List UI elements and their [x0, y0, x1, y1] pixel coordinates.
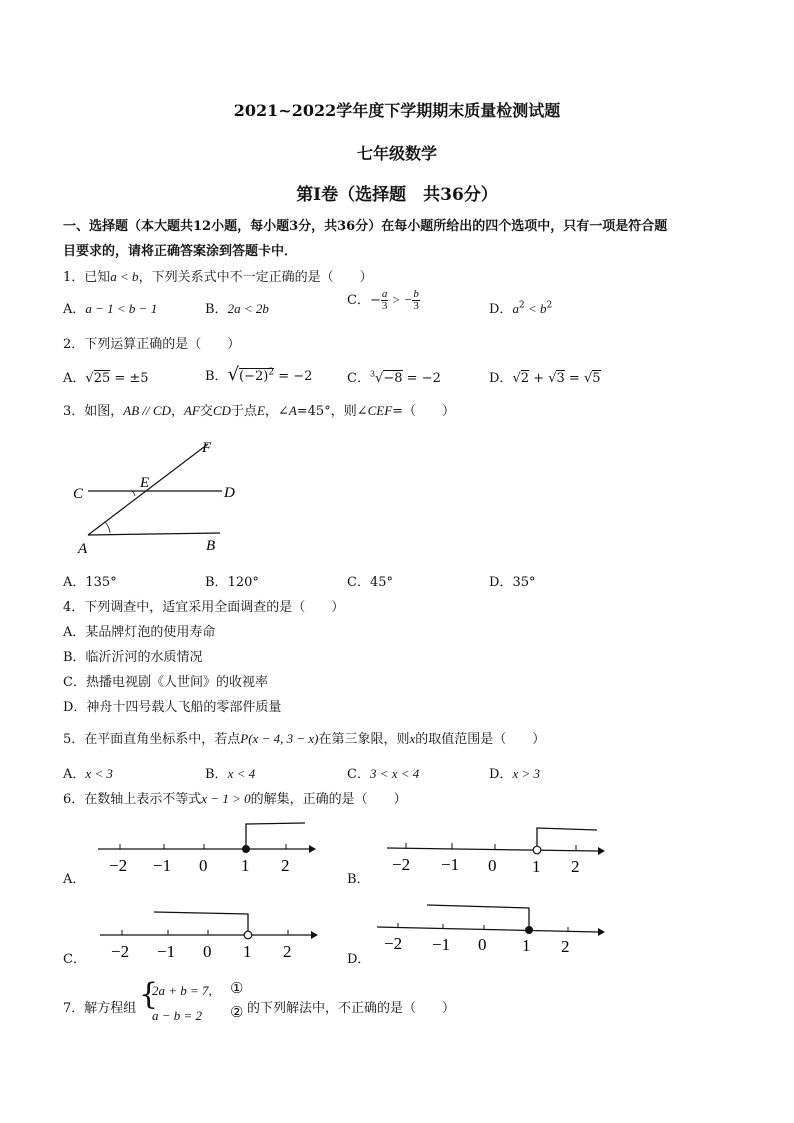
result: = ±5: [110, 371, 149, 386]
radicand: 2: [520, 371, 530, 386]
angle-a-arc: [105, 522, 110, 533]
sqrt-sign: √: [85, 371, 94, 386]
option-label: B．: [205, 369, 228, 384]
q7-equation-1: 2a + b = 7,: [152, 983, 212, 998]
q3-figure: [60, 430, 260, 560]
exam-subtitle: 七年级数学: [356, 144, 437, 163]
q3-option-d: [489, 571, 535, 590]
line-ab: [88, 533, 220, 535]
q5-stem: [63, 728, 545, 747]
option-value: x > 3: [512, 766, 540, 781]
tick-label: 2: [561, 937, 570, 956]
tick-label: 2: [283, 942, 292, 961]
tick-label: 2: [281, 856, 290, 875]
plus-sign: +: [529, 371, 549, 386]
option-value: x < 4: [227, 766, 256, 781]
tick-label: 0: [199, 856, 208, 875]
q1-option-b: [205, 298, 269, 317]
q7-mark-2: [230, 1003, 244, 1021]
q7-equation-2: a − b = 2: [152, 1008, 203, 1023]
label-f: F: [202, 440, 212, 456]
sqrt-sign: √: [375, 371, 384, 386]
axis-ticks: [120, 844, 286, 849]
q3-text: =（ ）: [392, 404, 456, 419]
option-value: 45°: [369, 575, 393, 590]
label-d: D: [224, 485, 235, 501]
q4-option-b: B．临沂沂河的水质情况: [63, 650, 203, 665]
q5-var: x: [409, 731, 416, 746]
q3-angle-cef: CEF: [367, 403, 393, 418]
hollow-point: [244, 931, 252, 939]
tick-label: 1: [243, 942, 252, 961]
tick-label: −2: [384, 934, 403, 953]
option-label: C．: [347, 767, 370, 782]
option-label: A．: [63, 371, 86, 386]
q6-text: 的解集，正确的是（ ）: [250, 792, 407, 807]
fraction-b-over-3: [412, 289, 420, 312]
option-value: 35°: [512, 575, 536, 590]
q7-stem-end: 的下列解法中，不正确的是（ ）: [247, 1001, 456, 1016]
q6-option-d-label: D．: [347, 952, 371, 967]
left-brace: {: [139, 977, 159, 1012]
q5-text: 在第三象限，则: [318, 732, 410, 747]
axis-arrow: [311, 931, 318, 939]
volume-title: 第Ⅰ卷（选择题 共36分）: [296, 185, 498, 205]
q3-option-a: [63, 571, 117, 590]
solution-ray: [537, 828, 597, 846]
hollow-point: [533, 846, 541, 854]
relation: < b: [524, 301, 547, 316]
radicand: (−2): [239, 369, 269, 384]
q3-text: 于点: [230, 404, 257, 419]
q3-text: ，: [170, 404, 184, 419]
tick-label: −1: [432, 935, 451, 954]
q6-option-b-label: B．: [347, 872, 370, 887]
sqrt-sign: √: [583, 371, 593, 386]
q2-option-c: [347, 367, 441, 386]
sqrt-sign: √: [548, 371, 557, 386]
q3-line-cd: CD: [212, 403, 231, 418]
option-label: B．: [205, 767, 228, 782]
tick-label: 1: [532, 857, 541, 876]
radicand: 25: [93, 371, 111, 386]
solution-ray: [154, 912, 248, 931]
q1-stem: [63, 266, 373, 285]
q1-condition: a < b: [110, 269, 139, 284]
q3-point-a: A: [288, 403, 297, 418]
radicand: −8: [383, 371, 403, 386]
q6-number-line-c: [97, 902, 322, 962]
q5-point: P(x − 4, 3 − x): [240, 731, 319, 746]
q6-number-line-d: [374, 898, 609, 958]
exam-title: 2021~2022学年度下学期期末质量检测试题: [233, 101, 561, 120]
option-label: A．: [63, 767, 86, 782]
q2-option-b: [205, 364, 312, 385]
tick-label: 1: [522, 936, 531, 955]
sqrt-sign: √: [227, 364, 240, 385]
circled-two: ②: [230, 1003, 244, 1021]
q3-text: 交: [199, 404, 213, 419]
q3-option-b: [205, 571, 259, 590]
exponent: 2: [518, 300, 525, 311]
q6-number-line-a: [95, 818, 320, 880]
option-label: A．: [63, 302, 86, 317]
q3-text: 3．如图，: [63, 404, 124, 419]
tick-label: 1: [241, 856, 250, 875]
section-heading-line1: 一、选择题（本大题共12小题，每小题3分，共36分）在每小题所给出的四个选项中，只有一项是符合题: [63, 219, 668, 234]
q5-option-a: [63, 763, 113, 782]
option-label: D．: [489, 371, 513, 386]
q6-option-c-label: C．: [63, 952, 86, 967]
label-a: A: [78, 541, 88, 557]
option-value: 120°: [227, 575, 259, 590]
tick-label: 0: [203, 942, 212, 961]
q3-text: =45°，则∠: [296, 404, 368, 419]
result: = −2: [274, 369, 313, 384]
axis-arrow: [309, 845, 316, 853]
q4-stem: 4．下列调查中，适宜采用全面调查的是（ ）: [63, 600, 345, 615]
q1-option-c: [347, 289, 420, 312]
q1-stem-prefix: 1．已知: [63, 270, 111, 285]
radicand-group: [239, 368, 274, 384]
q3-option-c: [347, 571, 393, 590]
axis-line: [387, 848, 598, 851]
axis-arrow: [598, 928, 605, 936]
tick-label: 0: [478, 935, 487, 954]
option-label: A．: [63, 575, 86, 590]
solid-point: [526, 927, 533, 934]
q4-option-d: D．神舟十四号载人飞船的零部件质量: [63, 700, 282, 715]
q4-option-c: C．热播电视剧《人世间》的收视率: [63, 675, 268, 690]
radicand: 5: [592, 371, 601, 386]
option-label: C．: [347, 575, 370, 590]
q3-line-af: AF: [183, 403, 200, 418]
sqrt-sign: √: [512, 371, 521, 386]
q2-option-a: [63, 367, 149, 386]
q1-option-a: [63, 298, 157, 317]
tick-label: −2: [109, 856, 128, 875]
denominator: 3: [413, 300, 419, 312]
q2-option-d: [489, 367, 601, 386]
option-label: D．: [489, 767, 513, 782]
tick-label: 0: [488, 856, 497, 875]
solution-ray: [246, 823, 305, 849]
relation: > −: [388, 292, 413, 307]
tick-label: −1: [157, 942, 176, 961]
section-heading-line2: 目要求的，请将正确答案涂到答题卡中．: [63, 244, 298, 259]
option-value: 135°: [85, 575, 117, 590]
option-label: B．: [205, 302, 228, 317]
axis-line: [377, 927, 598, 932]
tick-label: −2: [392, 855, 411, 874]
exponent: 2: [546, 300, 553, 311]
radicand: 3: [556, 371, 565, 386]
q5-text: 5．在平面直角坐标系中，若点: [63, 732, 241, 747]
q4-option-a: A．某品牌灯泡的使用寿命: [63, 625, 216, 640]
q3-point-e: E: [256, 403, 265, 418]
option-value: a − 1 < b − 1: [85, 301, 158, 316]
option-value: x < 3: [85, 766, 113, 781]
q1-option-d: [489, 298, 552, 317]
tick-label: −2: [111, 942, 130, 961]
q1-stem-suffix: ，下列关系式中不一定正确的是（ ）: [138, 270, 373, 285]
q2-stem: 2．下列运算正确的是（ ）: [63, 337, 241, 352]
axis-arrow: [598, 847, 605, 855]
q6-number-line-b: [384, 822, 609, 880]
label-e: E: [140, 475, 150, 491]
option-label: D．: [489, 575, 513, 590]
q7-stem-prefix: 7．解方程组: [63, 1001, 137, 1016]
q5-option-c: [347, 763, 419, 782]
denominator: 3: [381, 300, 388, 312]
option-value: 3 < x < 4: [369, 766, 420, 781]
equals-sign: =: [564, 371, 584, 386]
option-label: B．: [205, 575, 228, 590]
q7-mark-1: [230, 979, 244, 997]
q6-text: 6．在数轴上表示不等式: [63, 792, 202, 807]
exponent: 2: [268, 367, 275, 378]
tick-label: −1: [153, 856, 172, 875]
root-index: 3: [369, 369, 376, 379]
option-label: C．: [347, 293, 370, 308]
axis-ticks: [122, 930, 288, 935]
minus-sign: −: [369, 293, 381, 308]
q6-option-a-label: A．: [63, 872, 86, 887]
tick-label: 2: [571, 857, 580, 876]
numerator: a: [381, 288, 388, 300]
tick-label: −1: [441, 855, 460, 874]
base: a: [512, 301, 519, 316]
circled-one: ①: [230, 979, 244, 997]
result: = −2: [402, 371, 441, 386]
q5-option-d: [489, 763, 540, 782]
q5-text: 的取值范围是（ ）: [415, 732, 546, 747]
label-c: C: [73, 486, 84, 502]
q3-stem: [63, 400, 455, 419]
solid-point: [243, 846, 250, 853]
option-label: D．: [489, 302, 513, 317]
angle-e-arc: [132, 491, 135, 496]
option-value: 2a < 2b: [227, 301, 269, 316]
q6-stem: [63, 788, 407, 807]
option-label: C．: [347, 371, 370, 386]
label-b: B: [206, 538, 216, 554]
q5-option-b: [205, 763, 255, 782]
solution-ray: [427, 905, 529, 930]
numerator: b: [413, 288, 419, 300]
q3-text: ，∠: [264, 404, 289, 419]
q3-parallel: AB // CD: [123, 403, 171, 418]
q6-inequality: x − 1 > 0: [201, 791, 251, 806]
